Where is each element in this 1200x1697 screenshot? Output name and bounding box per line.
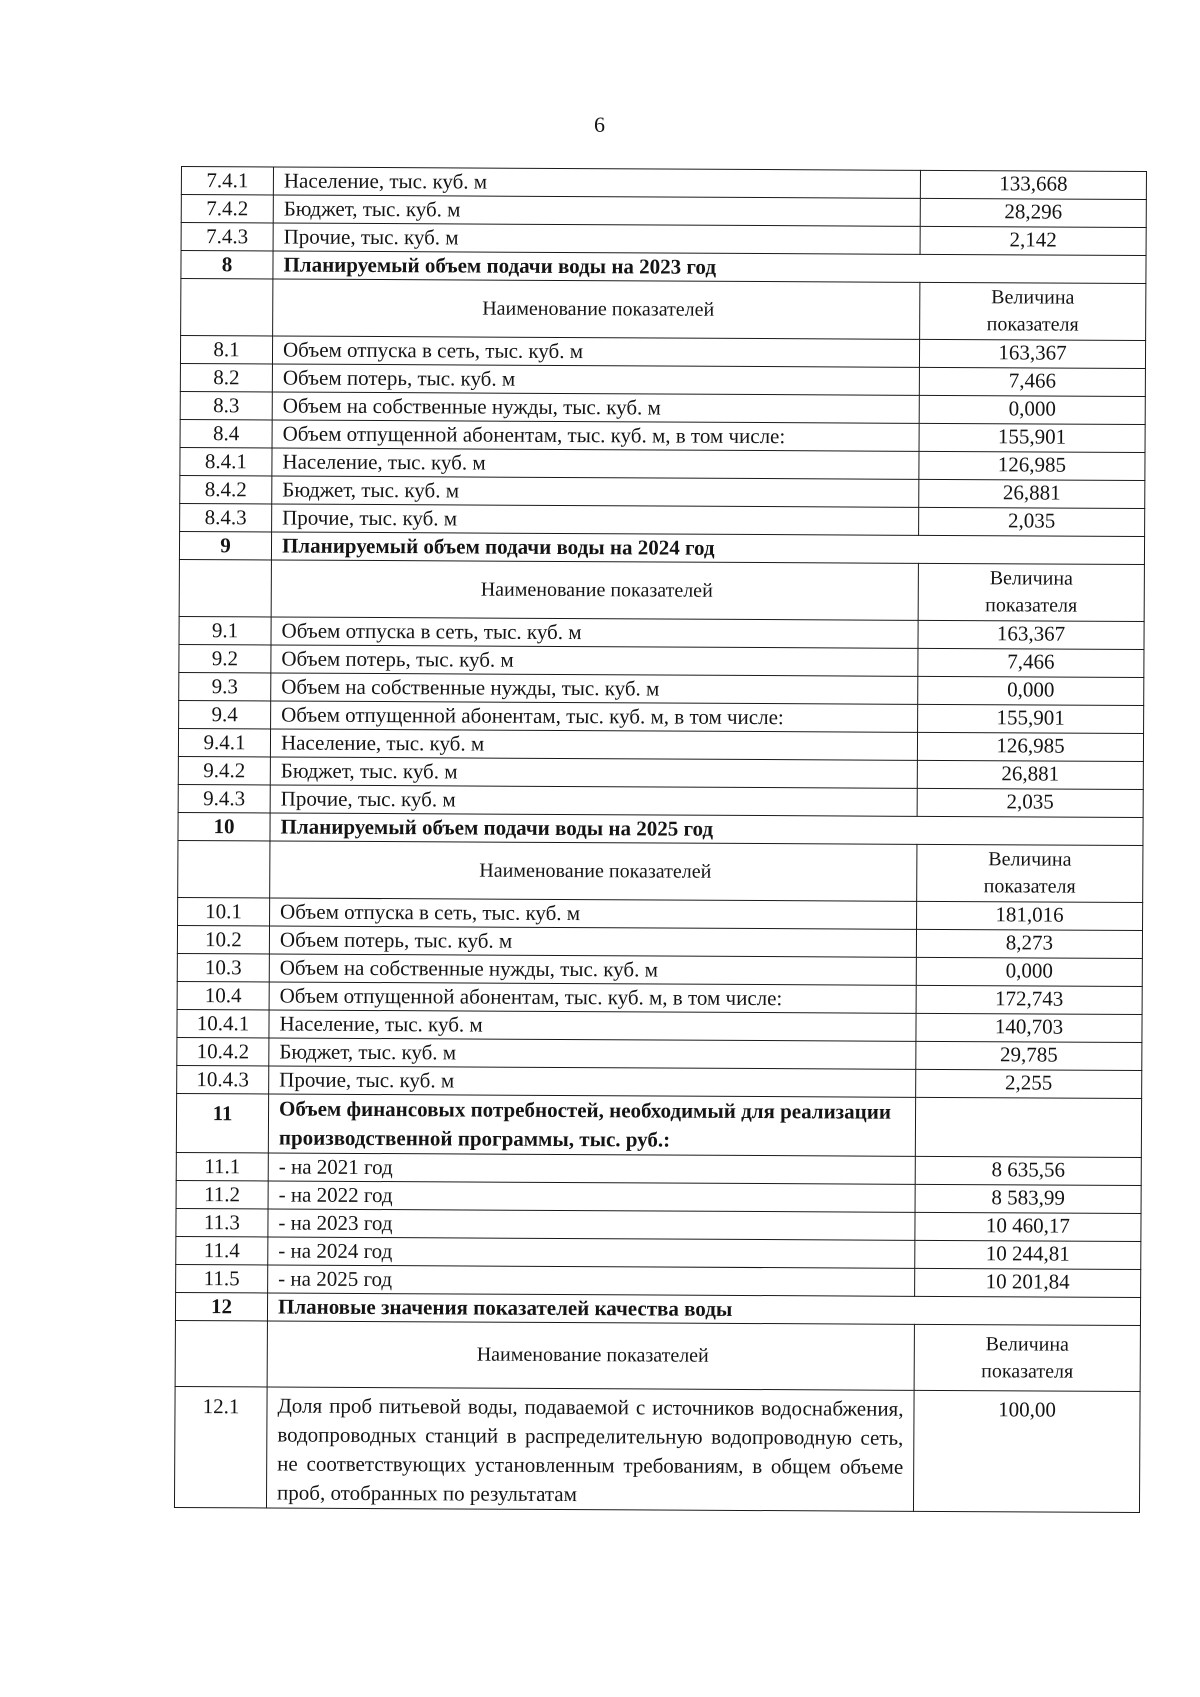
value-header-line1: Величина [991,286,1075,309]
row-value: 140,703 [916,1013,1142,1042]
row-name: Население, тыс. куб. м [272,448,919,479]
column-header-row [179,559,1144,621]
table-row [178,728,1143,761]
row-number: 8.3 [180,391,272,419]
row-value: 8 635,56 [915,1156,1141,1185]
row-name: Прочие, тыс. куб. м [269,1066,916,1097]
table-row [180,391,1145,424]
table-row [176,1152,1141,1185]
header-empty-cell [178,840,270,897]
row-name: - на 2024 год [268,1237,915,1268]
row-name: Объем на собственные нужды, тыс. куб. м [269,954,916,985]
row-name: Население, тыс. куб. м [269,1010,916,1041]
header-empty-cell [175,1320,267,1386]
section-row [175,1292,1140,1325]
table-row [181,167,1146,200]
row-number: 9.3 [179,672,271,700]
row-value: 2,255 [916,1069,1142,1098]
value-column-header [917,844,1143,902]
row-name: - на 2022 год [268,1181,915,1212]
section-row [176,1093,1141,1157]
row-number: 11.4 [176,1236,268,1264]
section-title: Планируемый объем подачи воды на 2025 год [270,813,1143,846]
table-row [177,953,1142,986]
row-name: Объем отпущенной абонентам, тыс. куб. м, в том числе: [272,420,919,451]
row-value: 172,743 [916,985,1142,1014]
row-number: 10.2 [177,925,269,953]
row-name: Объем отпуска в сеть, тыс. куб. м [271,617,918,648]
row-value: 7,466 [919,367,1145,396]
table-row [176,1208,1141,1241]
row-number: 10.1 [178,897,270,925]
row-name: Объем на собственные нужды, тыс. куб. м [272,392,919,423]
value-header-line1: Величина [989,567,1074,590]
section-title: Планируемый объем подачи воды на 2024 год [271,532,1144,565]
table-row [178,756,1143,789]
row-name: Бюджет, тыс. куб. м [273,195,920,226]
row-number: 10.3 [177,953,269,981]
table-row [180,447,1145,480]
table-row [180,503,1145,536]
section-title: Объем финансовых потребностей, необходимый для реализации производственной программы, тыс. руб.: [268,1094,915,1156]
section-title: Планируемый объем подачи воды на 2023 год [273,251,1146,284]
row-number: 9.2 [179,644,271,672]
table-row [178,897,1143,930]
value-header-line2: показателя [985,594,1078,617]
row-name: Объем отпуска в сеть, тыс. куб. м [270,898,917,929]
row-number: 10.4.2 [177,1037,269,1065]
row-name: Объем потерь, тыс. куб. м [269,926,916,957]
page-number: 6 [594,112,606,137]
row-number: 10.4 [177,981,269,1009]
row-number: 11.5 [176,1264,268,1292]
header-empty-cell [181,279,273,336]
row-value: 29,785 [916,1041,1142,1070]
row-value: 133,668 [920,170,1146,199]
table-row [176,1180,1141,1213]
table-row [177,1037,1142,1070]
row-number: 8.4.1 [180,447,272,475]
row-number: 8.4.2 [180,475,272,503]
value-column-header [914,1324,1140,1391]
row-value: 26,881 [917,760,1143,789]
row-value: 26,881 [919,479,1145,508]
column-header-row [175,1320,1140,1391]
table-row [179,644,1144,677]
row-number: 7.4.1 [181,167,273,195]
row-number: 9.1 [179,616,271,644]
row-name: Объем потерь, тыс. куб. м [272,364,919,395]
row-number: 9.4 [179,700,271,728]
name-column-header: Наименование показателей [270,841,917,901]
table-row [181,195,1146,228]
row-number: 9.4.3 [178,784,270,812]
table-row [178,784,1143,817]
row-name: Бюджет, тыс. куб. м [272,476,919,507]
value-column-header [920,282,1146,340]
row-value: 0,000 [919,395,1145,424]
row-name: - на 2025 год [268,1265,915,1296]
table-row [180,419,1145,452]
row-name: - на 2023 год [268,1209,915,1240]
table-row [176,1264,1141,1297]
row-value: 0,000 [918,676,1144,705]
row-value: 8,273 [916,929,1142,958]
table-row [181,223,1146,256]
table-row [176,1236,1141,1269]
indicators-table [174,166,1147,1513]
value-header-line2: показателя [986,313,1079,336]
header-empty-cell [179,559,271,616]
section-row [178,812,1143,845]
row-number: 11.2 [176,1180,268,1208]
name-column-header: Наименование показателей [273,279,920,339]
value-header-line1: Величина [988,848,1072,871]
row-value: 155,901 [918,704,1144,733]
table-row [179,672,1144,705]
section-number: 8 [181,251,273,279]
row-name: Прочие, тыс. куб. м [270,785,917,816]
row-value: 7,466 [918,648,1144,677]
row-number: 8.4.3 [180,503,272,531]
row-value: 2,142 [920,226,1146,255]
section-number: 12 [175,1292,267,1320]
column-header-row [181,279,1146,341]
table-row [179,616,1144,649]
column-header-row [178,840,1143,902]
name-column-header: Наименование показателей [271,560,918,620]
section-title: Плановые значения показателей качества воды [267,1293,1140,1326]
row-value: 0,000 [916,957,1142,986]
table-row [180,475,1145,508]
section-row [179,531,1144,564]
row-name: Объем отпущенной абонентам, тыс. куб. м, в том числе: [269,982,916,1013]
row-name: Доля проб питьевой воды, подаваемой с источников водоснабжения, водопроводных станций в распределительную водопроводную сеть, не соответствующих установленным требованиям, в общем объеме проб, отобранных по результатам [266,1387,914,1511]
row-number: 11.1 [176,1152,268,1180]
section-number: 10 [178,812,270,840]
row-name: Бюджет, тыс. куб. м [270,757,917,788]
section-row [181,251,1146,284]
row-number: 12.1 [174,1386,267,1507]
row-name: Прочие, тыс. куб. м [273,223,920,254]
section-number: 9 [179,531,271,559]
row-number: 9.4.1 [178,728,270,756]
row-name: Население, тыс. куб. м [270,729,917,760]
row-number: 8.2 [180,363,272,391]
row-number: 8.4 [180,419,272,447]
value-header-line1: Величина [985,1332,1070,1356]
row-name: Объем отпущенной абонентам, тыс. куб. м, в том числе: [271,701,918,732]
row-value: 155,901 [919,423,1145,452]
table-row [180,363,1145,396]
row-value: 10 460,17 [915,1212,1141,1241]
row-name: - на 2021 год [268,1153,915,1184]
row-number: 7.4.3 [181,223,273,251]
row-value: 2,035 [917,788,1143,817]
table-row [177,981,1142,1014]
row-value: 100,00 [913,1390,1140,1512]
row-value: 10 244,81 [915,1240,1141,1269]
table-row [180,336,1145,369]
row-number: 11.3 [176,1208,268,1236]
section-value-empty [915,1097,1141,1157]
row-name: Население, тыс. куб. м [273,167,920,198]
row-value: 8 583,99 [915,1184,1141,1213]
table-row [177,1009,1142,1042]
row-value: 163,367 [919,339,1145,368]
row-value: 126,985 [919,451,1145,480]
table-row [177,925,1142,958]
section-number: 11 [176,1093,268,1152]
row-number: 8.1 [180,336,272,364]
row-name: Объем потерь, тыс. куб. м [271,645,918,676]
row-number: 10.4.1 [177,1009,269,1037]
row-value: 126,985 [917,732,1143,761]
table-row [174,1386,1140,1512]
row-value: 163,367 [918,620,1144,649]
name-column-header: Наименование показателей [267,1321,914,1390]
row-number: 7.4.2 [181,195,273,223]
row-name: Бюджет, тыс. куб. м [269,1038,916,1069]
value-header-line2: показателя [983,875,1076,898]
row-name: Прочие, тыс. куб. м [272,504,919,535]
row-number: 10.4.3 [177,1065,269,1093]
table-row [179,700,1144,733]
row-value: 2,035 [919,507,1145,536]
row-value: 28,296 [920,198,1146,227]
row-number: 9.4.2 [178,756,270,784]
value-column-header [918,563,1144,621]
value-header-line2: показателя [981,1359,1074,1383]
row-value: 181,016 [917,901,1143,930]
row-name: Объем на собственные нужды, тыс. куб. м [271,673,918,704]
row-name: Объем отпуска в сеть, тыс. куб. м [272,336,919,367]
table-row [177,1065,1142,1098]
row-value: 10 201,84 [915,1268,1141,1297]
